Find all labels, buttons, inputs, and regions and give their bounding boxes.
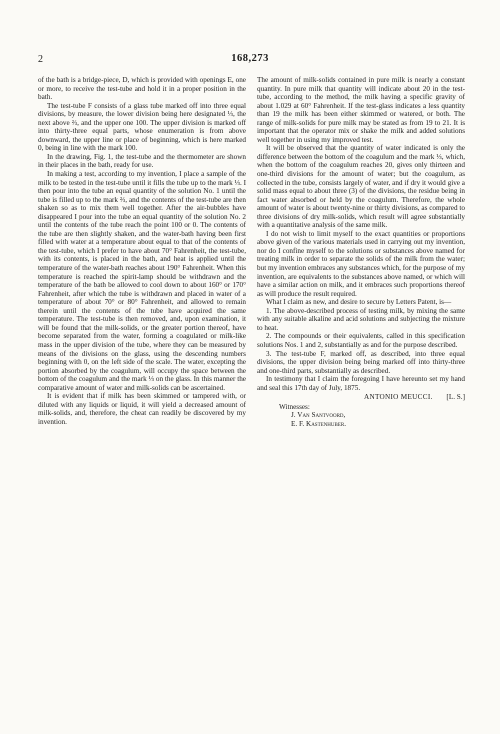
page-number: 2 (38, 54, 43, 65)
witness-name: E. F. Kastenhuber. (291, 419, 347, 428)
testimony: In testimony that I claim the foregoing I have hereunto set my hand and seal this 17th day of July, 1875. (257, 375, 465, 392)
left-column (38, 76, 246, 426)
paragraph: of the bath is a bridge-piece, D, which is provided with openings E, one or more, to receive the test-tube and hold it in a proper position in the bath. (38, 76, 246, 102)
claim-intro: What I claim as new, and desire to secure by Letters Patent, is— (266, 298, 452, 307)
paragraph: I do not wish to limit myself to the exact quantities or proportions above given of the various materials used in carrying out my invention, nor do I confine myself to the solutions or substances above named for treating milk in order to separate the solids of the milk from the water; but my invention embraces any substances which, for the purpose of my invention, are equivalents to the substances above named, or which will have a similar action on milk, and it embraces such proportions thereof as will produce the result required. (257, 229, 465, 298)
seal-mark: [L. S.] (446, 393, 465, 402)
paragraph: The test-tube F consists of a glass tube marked off into three equal divisions, by measure, the lower division being here designated ⅓, the next above ⅔, and the upper one 100. The upper division is marked off into thirty-three equal parts, whose enumeration is from above downward, the upper line or place of beginning, which is here marked 0, being in line with the mark 100. (38, 101, 246, 153)
witness-name: J. Van Santvoord, (291, 411, 346, 420)
paragraph: The amount of milk-solids contained in pure milk is nearly a constant quantity. In pure milk that quantity will indicate about 20 in the test-tube, according to the method, the milk having a specific gravity of about 1.029 at 60° Fahrenheit. If the test-glass indicates a less quantity than 19 the milk has been either skimmed or watered, or both. The range of milk-solids for pure milk may be stated as from 19 to 21. It is important that the operator mix or shake the milk and added solutions well together in using my improved test. (257, 76, 465, 144)
right-column (257, 76, 465, 428)
paragraph: In making a test, according to my invention, I place a sample of the milk to be tested in the test-tube until it fills the tube up to the mark ⅓. I then pour into the tube an equal quantity of the solution No. 1 until the tube is filled up to the mark ⅔, and the contents of the test-tube are then shaken so as to mix them well together. After the air-bubbles have disappeared I pour into the tube an equal quantity of the solution No. 2 until the contents of the tube reach the point 100 or 0. The contents of the tube are then slightly shaken, and the water-bath having been first filled with water at a temperature about equal to that of the contents of the test-tube, which I prefer to have about 70° Fahrenheit, the test-tube, with its contents, is placed in the bath, and heat is applied until the temperature of the water-bath reaches about 190° Fahrenheit. When this temperature is reached the spirit-lamp should be withdrawn and the temperature of the bath be allowed to cool down to about 160° or 170° Fahrenheit, after which the tube is withdrawn and placed in water of a temperature of about 70° or 80° Fahrenheit, and allowed to remain therein until the contents of the tube have acquired the same temperature. The test-tube is then removed, and, upon examination, it will be found that the milk-solids, or the greater portion thereof, have become separated from the water, forming a coagulated or milk-like mass in the upper division of the tube, where they can be measured by means of the divisions on the glass, using the descending numbers beginning with 0, on the left side of the scale. The water, excepting the portion absorbed by the coagulum, will occupy the space between the bottom of the coagulum and the mark ⅓ on the glass. In this manner the comparative amount of water and milk-solids can be ascertained. (38, 170, 246, 392)
inventor-name: ANTONIO MEUCCI. (363, 393, 433, 402)
witnesses-label: Witnesses: (279, 402, 310, 411)
claim-3: 3. The test-tube F, marked off, as described, into three equal divisions, the upper division being being marked off into thirty-three and one-third parts, substantially as described. (257, 349, 465, 375)
signature-block (257, 393, 465, 402)
claim-1: 1. The above-described process of testing milk, by mixing the same with any suitable alkaline and acid solutions and subjecting the mixture to heat. (257, 306, 465, 332)
paragraph: It is evident that if milk has been skimmed or tampered with, or diluted with any liquids or liquid, it will yield a decreased amount of milk-solids, and, therefore, the cheat can readily be discovered by my invention. (38, 392, 246, 426)
paragraph: It will be observed that the quantity of water indicated is only the difference between the bottom of the coagulum and the mark ⅓, which, when the bottom of the coagulum reaches 20, gives only thirteen and one-third divisions for the amount of water; but the coagulum, as collected in the tube, consists largely of water, and if dry it would give a solid mass equal to about three (3) of the divisions, the residue being in fact water absorbed or held by the coagulum. Therefore, the whole amount of water is about twenty-nine or thirty divisions, as compared to three divisions of dry milk-solids, which result will agree substantially with a quantitative analysis of the same milk. (257, 144, 465, 230)
patent-number: 168,273 (231, 53, 269, 64)
paragraph: In the drawing, Fig. 1, the test-tube and the thermometer are shown in their places in the bath, ready for use. (38, 152, 246, 170)
witnesses-block (257, 403, 465, 429)
claim-2: 2. The compounds or their equivalents, called in this specification solutions Nos. 1 and 2, substantially as and for the purpose described. (257, 332, 465, 349)
